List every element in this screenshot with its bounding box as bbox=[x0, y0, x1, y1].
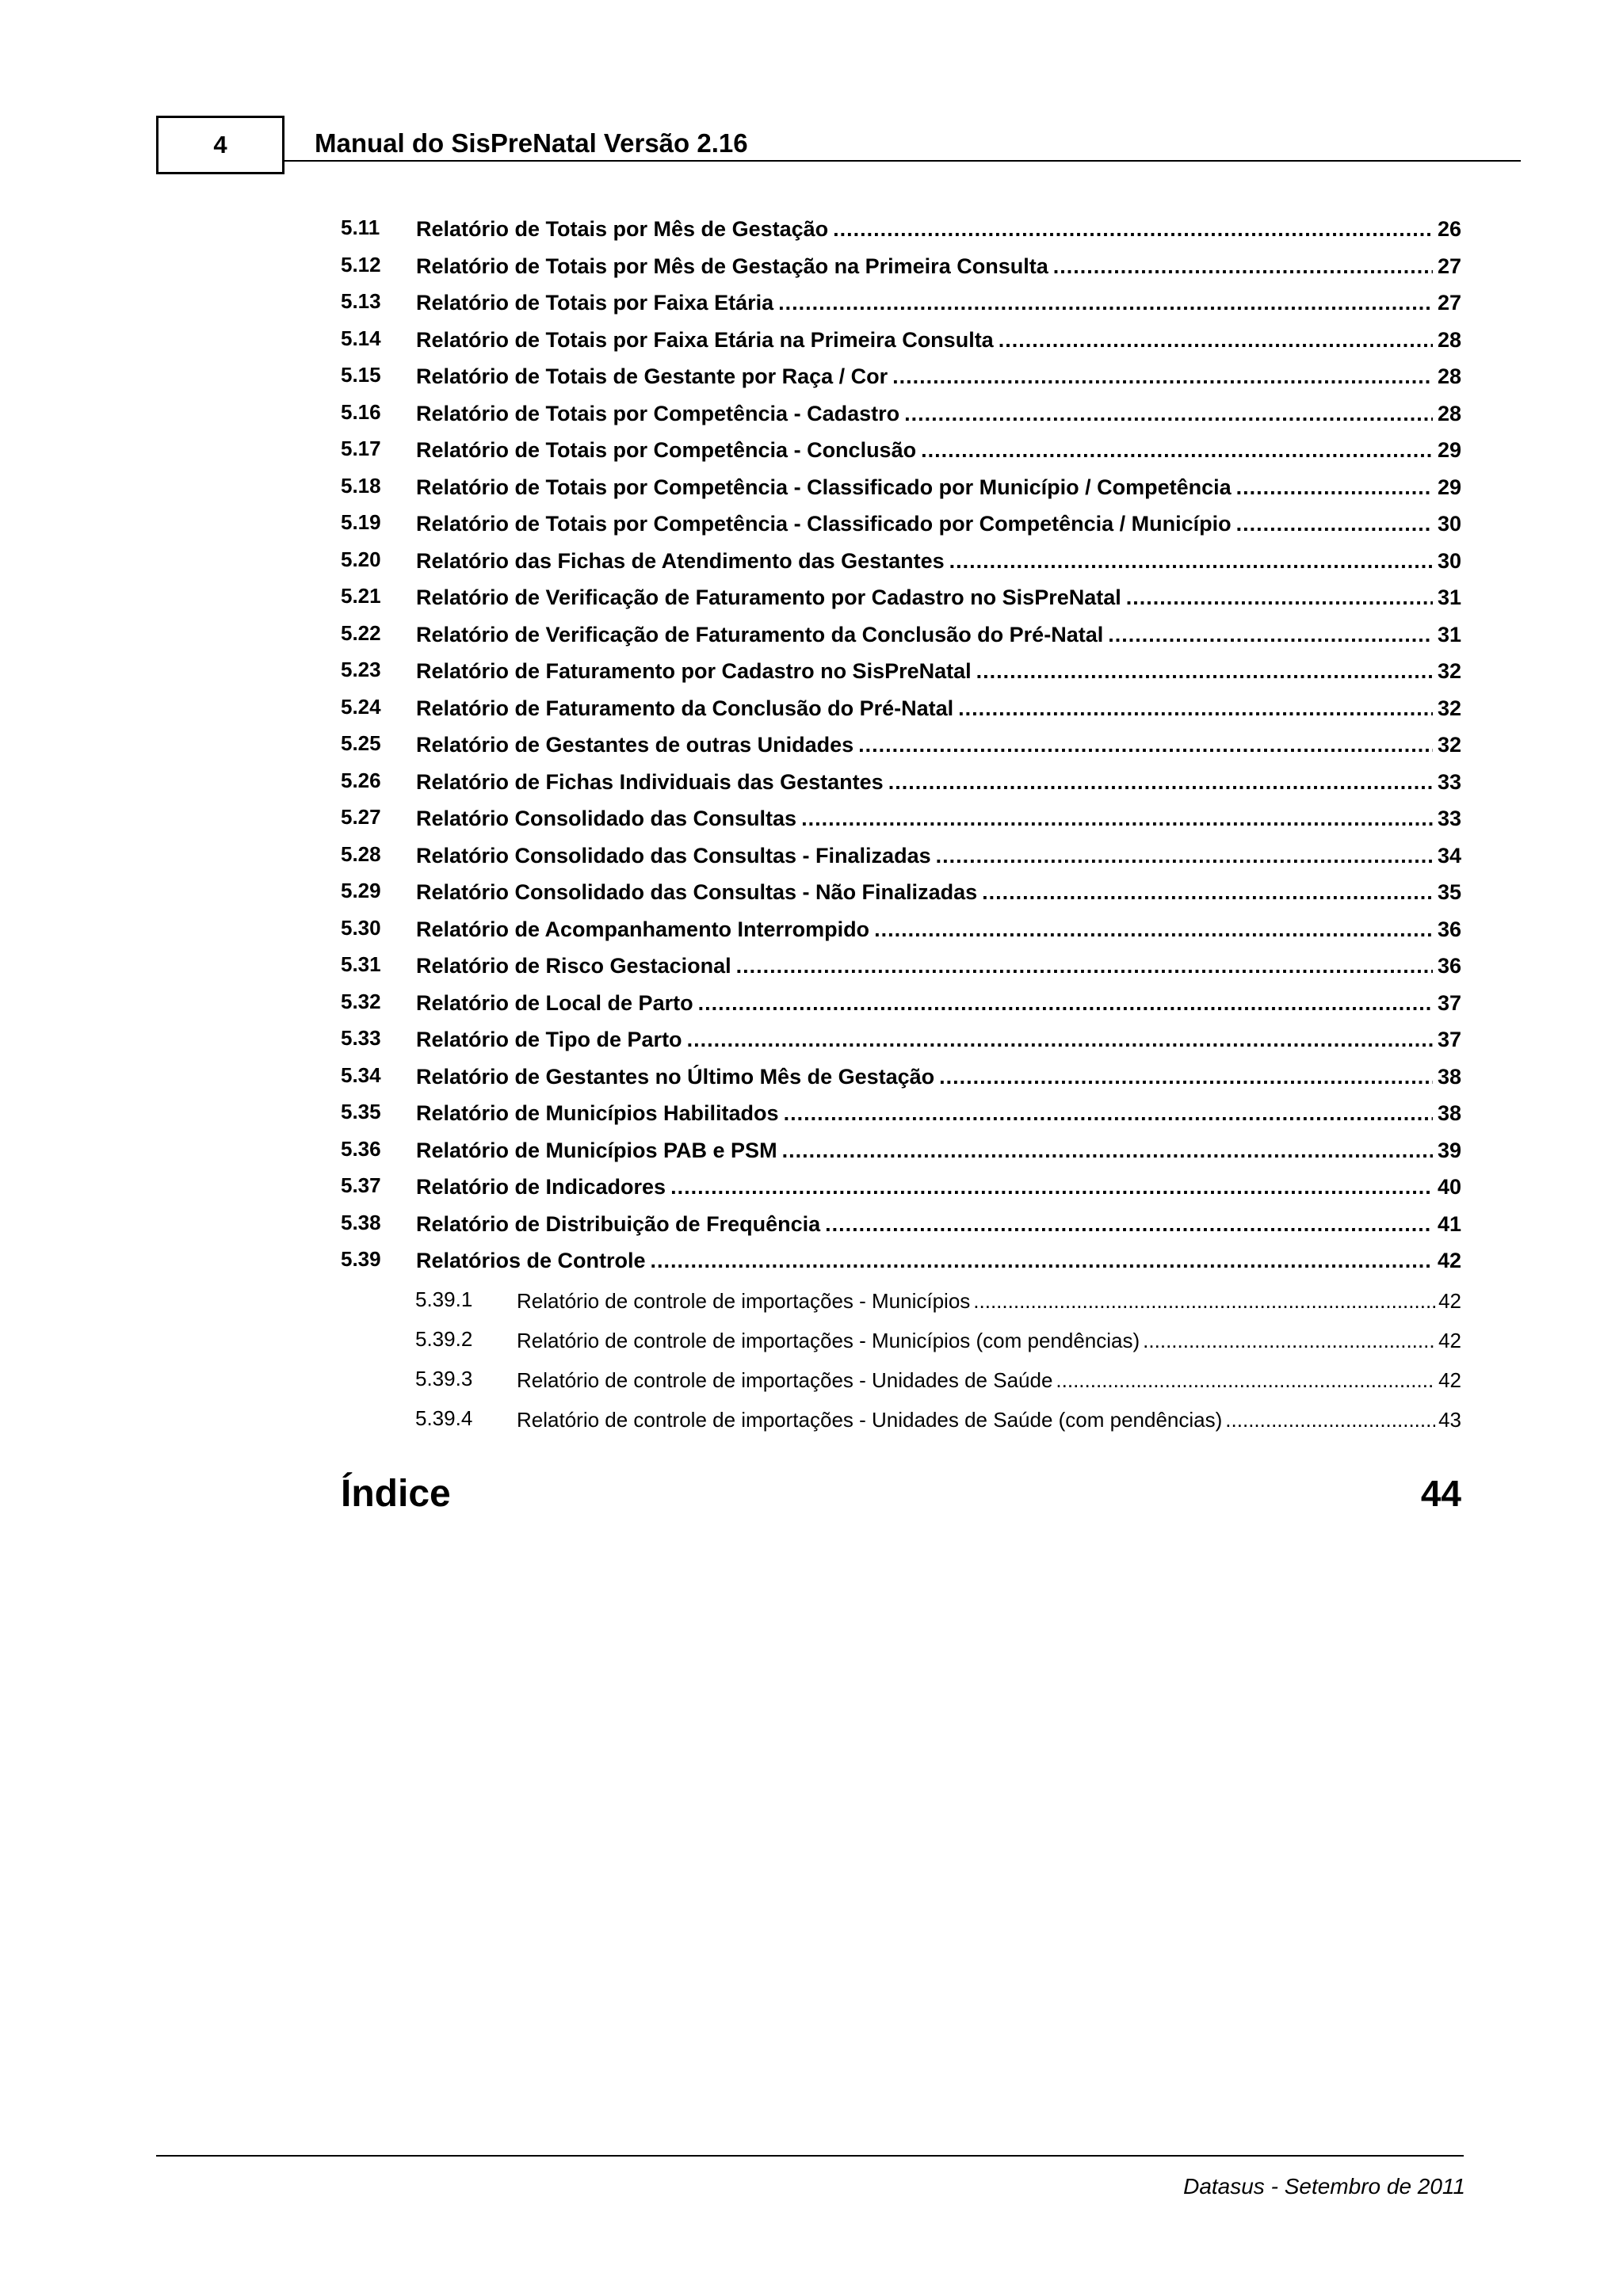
toc-entry[interactable] bbox=[341, 286, 1461, 323]
toc-entry-line bbox=[416, 512, 1461, 536]
toc-entry-line bbox=[416, 364, 1461, 389]
toc-entry-number: 5.24 bbox=[341, 694, 381, 719]
toc-entry-title: Relatório de Tipo de Parto bbox=[416, 1028, 682, 1051]
toc-entry-page-number: 34 bbox=[1437, 843, 1461, 868]
toc-entry-page-number: 38 bbox=[1437, 1064, 1461, 1089]
toc-entry-title: Relatório de Totais por Competência - Cadastro bbox=[416, 401, 900, 425]
dot-leader bbox=[801, 807, 1433, 831]
toc-entry[interactable] bbox=[341, 397, 1461, 434]
toc-entry[interactable] bbox=[341, 986, 1461, 1024]
toc-entry[interactable] bbox=[341, 1023, 1461, 1060]
toc-entry-line bbox=[416, 438, 1461, 463]
toc-entry-line bbox=[517, 1368, 1461, 1393]
dot-leader bbox=[973, 1289, 1435, 1314]
toc-entry[interactable] bbox=[341, 212, 1461, 250]
dot-leader bbox=[921, 438, 1433, 463]
toc-entry-title: Relatórios de Controle bbox=[416, 1249, 646, 1272]
chapter-page-number: 44 bbox=[1420, 1473, 1461, 1514]
toc-entry-title: Relatório Consolidado das Consultas - Finalizadas bbox=[416, 843, 931, 868]
dot-leader bbox=[1126, 585, 1433, 610]
toc-entry-line bbox=[416, 585, 1461, 610]
toc-entry[interactable] bbox=[341, 802, 1461, 839]
toc-entry-line bbox=[416, 291, 1461, 315]
toc-entry-line bbox=[416, 623, 1461, 647]
toc-entry-page-number: 32 bbox=[1437, 733, 1461, 757]
dot-leader bbox=[1108, 623, 1433, 647]
dot-leader bbox=[1236, 475, 1433, 500]
toc-entry-title: Relatório de Distribuição de Frequência bbox=[416, 1211, 821, 1236]
dot-leader bbox=[687, 1028, 1433, 1052]
toc-entry-line bbox=[416, 1175, 1461, 1199]
toc-entry-page-number: 27 bbox=[1437, 291, 1461, 315]
toc-entry-line bbox=[416, 659, 1461, 684]
toc-entry[interactable] bbox=[341, 471, 1461, 508]
footer-divider bbox=[156, 2155, 1464, 2157]
toc-entry-page-number: 33 bbox=[1437, 769, 1461, 794]
toc-entry-line bbox=[517, 1289, 1461, 1314]
dot-leader bbox=[1056, 1368, 1435, 1393]
toc-entry-page-number: 43 bbox=[1438, 1407, 1461, 1432]
dot-leader bbox=[982, 880, 1433, 905]
toc-entry-number: 5.39 bbox=[341, 1247, 381, 1271]
toc-entry-number: 5.36 bbox=[341, 1136, 381, 1161]
toc-entry-number: 5.21 bbox=[341, 584, 381, 608]
toc-entry-line bbox=[517, 1329, 1461, 1353]
toc-entry-page-number: 38 bbox=[1437, 1101, 1461, 1125]
toc-entry-line bbox=[416, 254, 1461, 279]
toc-entry[interactable] bbox=[341, 618, 1461, 655]
dot-leader bbox=[949, 549, 1433, 574]
toc-entry[interactable] bbox=[341, 507, 1461, 544]
footer-text: Datasus - Setembro de 2011 bbox=[1183, 2174, 1465, 2199]
toc-entry-number: 5.11 bbox=[341, 215, 380, 239]
toc-entry-title: Relatório de Verificação de Faturamento da Conclusão do Pré-Natal bbox=[416, 622, 1104, 646]
header-divider bbox=[285, 160, 1521, 162]
toc-entry-title: Relatório de Verificação de Faturamento por Cadastro no SisPreNatal bbox=[416, 585, 1121, 609]
toc-entry[interactable] bbox=[341, 728, 1461, 765]
dot-leader bbox=[1143, 1329, 1435, 1353]
toc-entry-line bbox=[416, 328, 1461, 353]
chapter-entry[interactable] bbox=[341, 1472, 1461, 1516]
toc-entry-line bbox=[416, 475, 1461, 500]
toc-entry-line bbox=[416, 1101, 1461, 1126]
toc-entry[interactable] bbox=[341, 913, 1461, 950]
toc-entry-page-number: 29 bbox=[1437, 475, 1461, 499]
toc-entry-number: 5.39.3 bbox=[415, 1366, 473, 1390]
dot-leader bbox=[736, 954, 1433, 978]
toc-entry-line bbox=[416, 880, 1461, 905]
dot-leader bbox=[670, 1175, 1433, 1199]
toc-entry-title: Relatório de Gestantes no Último Mês de Gestação bbox=[416, 1064, 935, 1089]
toc-entry-page-number: 42 bbox=[1437, 1249, 1461, 1272]
toc-entry-title: Relatório de Totais por Mês de Gestação bbox=[416, 217, 829, 241]
toc-entry[interactable] bbox=[341, 1207, 1461, 1245]
toc-entry-line bbox=[416, 954, 1461, 978]
toc-entry-title: Relatório de controle de importações - Municípios bbox=[517, 1288, 971, 1313]
toc-entry-title: Relatório de Totais de Gestante por Raça / Cor bbox=[416, 364, 888, 388]
toc-entry-number: 5.38 bbox=[341, 1210, 381, 1234]
toc-entry-number: 5.16 bbox=[341, 399, 381, 424]
dot-leader bbox=[936, 844, 1433, 868]
toc-entry-list bbox=[341, 212, 1461, 1281]
toc-entry-line bbox=[416, 1028, 1461, 1052]
toc-entry-title: Relatório Consolidado das Consultas bbox=[416, 807, 797, 830]
toc-entry-page-number: 26 bbox=[1437, 217, 1461, 241]
toc-entry-page-number: 31 bbox=[1437, 585, 1461, 609]
toc-entry-page-number: 37 bbox=[1437, 990, 1461, 1015]
toc-entry-title: Relatório de Gestantes de outras Unidades bbox=[416, 733, 854, 757]
dot-leader bbox=[651, 1249, 1433, 1273]
toc-entry-page-number: 36 bbox=[1437, 917, 1461, 941]
toc-entry[interactable] bbox=[341, 654, 1461, 692]
toc-entry-page-number: 28 bbox=[1437, 401, 1461, 425]
toc-entry[interactable] bbox=[341, 839, 1461, 876]
toc-entry-title: Relatório das Fichas de Atendimento das Gestantes bbox=[416, 548, 945, 573]
toc-entry-line bbox=[416, 917, 1461, 942]
dot-leader bbox=[939, 1065, 1433, 1089]
toc-entry-line bbox=[416, 1212, 1461, 1237]
dot-leader bbox=[784, 1101, 1433, 1126]
toc-entry-number: 5.29 bbox=[341, 879, 381, 902]
toc-entry-title: Relatório de Faturamento por Cadastro no SisPreNatal bbox=[416, 659, 972, 683]
dot-leader bbox=[892, 364, 1433, 389]
toc-entry-number: 5.14 bbox=[341, 326, 381, 350]
toc-entry-number: 5.28 bbox=[341, 841, 381, 866]
toc-entry-page-number: 32 bbox=[1437, 659, 1461, 683]
toc-entry-number: 5.39.4 bbox=[415, 1405, 473, 1430]
toc-entry[interactable] bbox=[341, 433, 1461, 471]
toc-entry-title: Relatório de Local de Parto bbox=[416, 990, 693, 1015]
toc-entry-number: 5.35 bbox=[341, 1100, 381, 1123]
dot-leader bbox=[888, 770, 1433, 795]
toc-entry-number: 5.30 bbox=[341, 915, 381, 940]
toc-entry-page-number: 31 bbox=[1437, 622, 1461, 646]
toc-entry-number: 5.31 bbox=[341, 952, 381, 976]
toc-entry[interactable] bbox=[341, 1244, 1461, 1281]
toc-entry[interactable] bbox=[341, 360, 1461, 397]
toc-entry-title: Relatório de Indicadores bbox=[416, 1175, 666, 1199]
toc-entry-title: Relatório de Municípios Habilitados bbox=[416, 1101, 779, 1125]
toc-entry-page-number: 40 bbox=[1437, 1175, 1461, 1199]
toc-entry-title: Relatório de Totais por Competência - Conclusão bbox=[416, 438, 917, 462]
toc-entry-number: 5.26 bbox=[341, 768, 381, 792]
toc-entry-page-number: 28 bbox=[1437, 364, 1461, 388]
toc-entry-title: Relatório de Totais por Competência - Classificado por Município / Competência bbox=[416, 475, 1232, 499]
toc-entry-page-number: 33 bbox=[1437, 807, 1461, 830]
toc-subentry[interactable] bbox=[341, 1360, 1461, 1400]
toc-entry-number: 5.12 bbox=[341, 252, 381, 277]
toc-entry-page-number: 42 bbox=[1438, 1328, 1461, 1352]
toc-entry-number: 5.13 bbox=[341, 289, 381, 313]
dot-leader bbox=[1225, 1408, 1435, 1432]
toc-entry-number: 5.15 bbox=[341, 363, 381, 387]
toc-entry[interactable] bbox=[341, 1060, 1461, 1097]
dot-leader bbox=[698, 991, 1433, 1016]
toc-entry-page-number: 29 bbox=[1437, 438, 1461, 462]
toc-entry-line bbox=[416, 807, 1461, 831]
toc-entry-title: Relatório de controle de importações - Unidades de Saúde (com pendências) bbox=[517, 1407, 1223, 1432]
toc-entry[interactable] bbox=[341, 250, 1461, 287]
toc-entry[interactable] bbox=[341, 1170, 1461, 1207]
dot-leader bbox=[904, 402, 1433, 426]
dot-leader bbox=[976, 659, 1433, 684]
toc-entry-title: Relatório de controle de importações - Unidades de Saúde bbox=[517, 1367, 1053, 1392]
toc-entry-number: 5.39.2 bbox=[415, 1326, 473, 1351]
toc-entry[interactable] bbox=[341, 544, 1461, 582]
toc-entry-number: 5.37 bbox=[341, 1173, 381, 1197]
dot-leader bbox=[1236, 512, 1433, 536]
toc-entry-page-number: 30 bbox=[1437, 548, 1461, 573]
toc-entry-title: Relatório de Faturamento da Conclusão do Pré-Natal bbox=[416, 696, 954, 720]
chapter-title: Índice bbox=[341, 1473, 451, 1515]
toc-entry-number: 5.22 bbox=[341, 620, 381, 645]
toc-entry-title: Relatório de Fichas Individuais das Gestantes bbox=[416, 769, 884, 794]
toc-entry-page-number: 28 bbox=[1437, 327, 1461, 352]
dot-leader bbox=[1053, 254, 1433, 279]
toc-entry-line bbox=[416, 402, 1461, 426]
toc-entry-title: Relatório de Totais por Faixa Etária na Primeira Consulta bbox=[416, 327, 994, 352]
document-title: Manual do SisPreNatal Versão 2.16 bbox=[315, 128, 748, 158]
toc-entry-number: 5.32 bbox=[341, 989, 381, 1013]
dot-leader bbox=[874, 917, 1433, 942]
toc-entry-title: Relatório de controle de importações - Municípios (com pendências) bbox=[517, 1328, 1140, 1352]
toc-entry-line bbox=[416, 696, 1461, 721]
toc-entry-page-number: 39 bbox=[1437, 1138, 1461, 1162]
toc-entry-number: 5.33 bbox=[341, 1026, 381, 1050]
toc-subentry[interactable] bbox=[341, 1321, 1461, 1360]
toc-entry-title: Relatório de Municípios PAB e PSM bbox=[416, 1138, 777, 1162]
toc-entry-title: Relatório de Totais por Mês de Gestação na Primeira Consulta bbox=[416, 254, 1048, 278]
toc-entry-line bbox=[416, 991, 1461, 1016]
toc-entry-line bbox=[416, 733, 1461, 757]
toc-entry-page-number: 32 bbox=[1437, 696, 1461, 720]
toc-entry[interactable] bbox=[341, 875, 1461, 913]
toc-entry-title: Relatório de Risco Gestacional bbox=[416, 954, 731, 978]
toc-entry-title: Relatório de Totais por Competência - Classificado por Competência / Município bbox=[416, 512, 1232, 536]
toc-subentry[interactable] bbox=[341, 1400, 1461, 1440]
toc-entry-page-number: 35 bbox=[1437, 880, 1461, 904]
toc-entry[interactable] bbox=[341, 1134, 1461, 1171]
toc-entry-number: 5.19 bbox=[341, 510, 381, 534]
dot-leader bbox=[858, 733, 1433, 757]
toc-entry-number: 5.34 bbox=[341, 1062, 381, 1087]
toc-entry-page-number: 42 bbox=[1438, 1367, 1461, 1392]
toc-entry-line bbox=[416, 1065, 1461, 1089]
dot-leader bbox=[999, 328, 1433, 353]
toc-entry-number: 5.23 bbox=[341, 658, 381, 681]
toc-entry-number: 5.27 bbox=[341, 805, 381, 829]
dot-leader bbox=[825, 1212, 1433, 1237]
toc-entry-page-number: 37 bbox=[1437, 1028, 1461, 1051]
toc-entry-title: Relatório de Totais por Faixa Etária bbox=[416, 291, 774, 315]
toc-entry-line bbox=[416, 1249, 1461, 1273]
toc-subentry[interactable] bbox=[341, 1281, 1461, 1321]
toc-entry-line bbox=[416, 549, 1461, 574]
toc-entry-page-number: 36 bbox=[1437, 954, 1461, 978]
toc-entry-number: 5.17 bbox=[341, 437, 381, 460]
toc-entry-title: Relatório de Acompanhamento Interrompido bbox=[416, 917, 870, 941]
toc-entry-line bbox=[416, 1138, 1461, 1163]
toc-subentry-list bbox=[341, 1281, 1461, 1440]
toc-entry-line bbox=[517, 1408, 1461, 1432]
toc-entry-line bbox=[416, 217, 1461, 242]
toc-entry-number: 5.39.1 bbox=[415, 1287, 473, 1311]
toc-entry-page-number: 42 bbox=[1438, 1288, 1461, 1313]
toc-entry[interactable] bbox=[341, 1097, 1461, 1134]
dot-leader bbox=[778, 291, 1433, 315]
table-of-contents bbox=[341, 212, 1461, 1440]
dot-leader bbox=[958, 696, 1433, 721]
toc-entry-page-number: 27 bbox=[1437, 254, 1461, 278]
toc-entry-page-number: 41 bbox=[1437, 1211, 1461, 1236]
toc-entry-number: 5.18 bbox=[341, 473, 381, 498]
toc-entry[interactable] bbox=[341, 949, 1461, 986]
dot-leader bbox=[782, 1138, 1433, 1163]
toc-entry[interactable] bbox=[341, 765, 1461, 803]
toc-entry[interactable] bbox=[341, 581, 1461, 618]
toc-entry-number: 5.25 bbox=[341, 731, 381, 755]
toc-entry-line bbox=[416, 844, 1461, 868]
toc-entry-line bbox=[416, 770, 1461, 795]
toc-entry-title: Relatório Consolidado das Consultas - Não Finalizadas bbox=[416, 880, 978, 904]
page-number: 4 bbox=[156, 116, 285, 174]
toc-entry[interactable] bbox=[341, 692, 1461, 729]
toc-entry[interactable] bbox=[341, 323, 1461, 360]
toc-entry-number: 5.20 bbox=[341, 547, 381, 571]
dot-leader bbox=[833, 217, 1433, 242]
toc-entry-page-number: 30 bbox=[1437, 512, 1461, 536]
